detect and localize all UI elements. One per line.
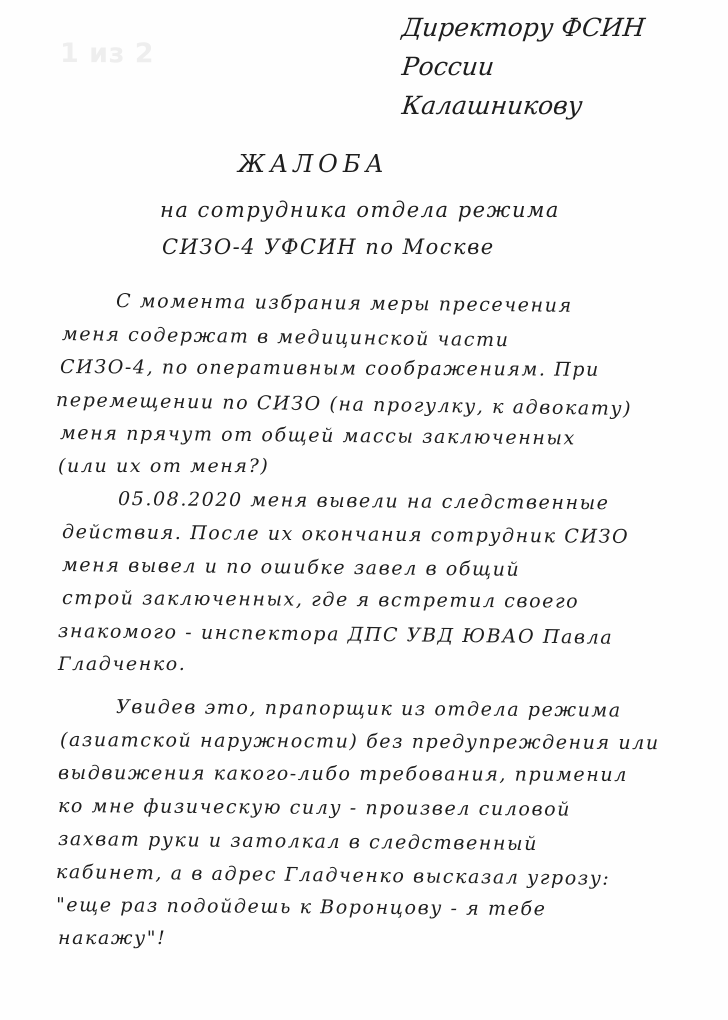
body-line: перемещении по СИЗО (на прогулку, к адвокату)	[55, 389, 633, 421]
body-line: (азиатской наружности) без предупреждения или	[59, 729, 660, 755]
body-line: СИЗО-4, по оперативным соображениям. При	[59, 356, 600, 381]
body-line: захват руки и затолкал в следственный	[57, 828, 539, 856]
body-line: строй заключенных, где я встретил своего	[61, 587, 580, 613]
addressee-line: России	[400, 52, 496, 81]
body-line: меня вывел и по ошибке завел в общий	[61, 554, 521, 581]
body-line: кабинет, а в адрес Гладченко высказал угрозу:	[55, 861, 611, 890]
subtitle-line: СИЗО-4 УФСИН по Москве	[162, 235, 495, 259]
body-line: меня прячут от общей массы заключенных	[59, 422, 576, 450]
body-line: (или их от меня?)	[58, 455, 270, 477]
addressee-line: Директору ФСИН	[400, 13, 647, 42]
document-subtitle	[160, 192, 560, 266]
body-line: "еще раз подойдешь к Воронцову - я тебе	[55, 894, 547, 921]
document-title: ЖАЛОБА	[238, 150, 389, 178]
addressee-line: Калашникову	[400, 91, 584, 120]
addressee-block	[402, 8, 645, 125]
body-line: выдвижения какого-либо требования, применил	[57, 762, 628, 786]
body-line: Увидев это, прапорщик из отдела режима	[115, 696, 622, 722]
complaint-body	[50, 285, 710, 955]
body-line: ко мне физическую силу - произвел силовой	[57, 795, 572, 821]
body-line: 05.08.2020 меня вывели на следственные	[117, 488, 610, 515]
body-line: накажу"!	[58, 927, 167, 949]
body-line: действия. После их окончания сотрудник СИЗО	[61, 521, 630, 548]
subtitle-line: на сотрудника отдела режима	[160, 198, 560, 222]
body-line: меня содержат в медицинской части	[61, 323, 510, 352]
page-counter: 1 из 2	[60, 38, 154, 69]
body-line: Гладченко.	[58, 653, 187, 675]
body-line: знакомого - инспектора ДПС УВД ЮВАО Павла	[57, 620, 614, 649]
body-line: С момента избрания меры пресечения	[115, 290, 573, 317]
